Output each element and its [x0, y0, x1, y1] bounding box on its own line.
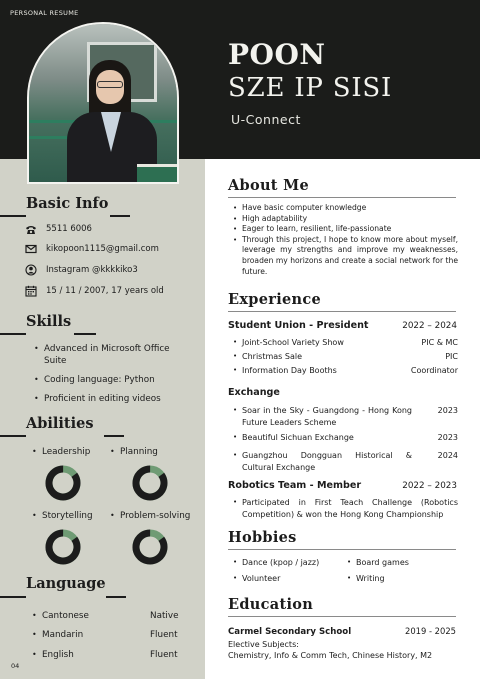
- education-school: Carmel Secondary School: [228, 627, 352, 637]
- instagram-icon: [25, 264, 37, 276]
- experience-item: [232, 450, 458, 473]
- about-item: • High adaptability: [232, 214, 458, 225]
- language-level: Fluent: [150, 630, 178, 640]
- about-item: • Eager to learn, resilient, life-passionate: [232, 224, 458, 235]
- hobby-item: • Volunteer: [232, 574, 280, 583]
- mail-icon: [25, 243, 37, 255]
- abilities-title: Abilities: [26, 415, 94, 432]
- role-title: Exchange: [228, 387, 280, 398]
- item-text: • Soar in the Sky - Guangdong - Hong Kong Future Leaders Scheme: [242, 406, 412, 427]
- info-email: [25, 242, 159, 256]
- info-birthday: [25, 284, 164, 298]
- resume-tag: PERSONAL RESUME: [10, 9, 79, 17]
- language-level: Native: [150, 611, 179, 621]
- experience-title: Experience: [228, 291, 322, 308]
- item-text: • Information Day Booths: [242, 366, 337, 375]
- phone-text: 5511 6006: [46, 224, 92, 234]
- basic-info-rule: [0, 215, 26, 217]
- role-title: Robotics Team - Member: [228, 480, 362, 491]
- education-subjects-label: Elective Subjects:: [228, 640, 299, 649]
- language-name: • Mandarin: [32, 630, 83, 640]
- item-text: • Beautiful Sichuan Exchange: [242, 433, 354, 442]
- experience-item: [232, 497, 458, 520]
- language-name: • English: [32, 650, 74, 660]
- instagram-text: Instagram @kkkkiko3: [46, 265, 138, 275]
- language-level: Fluent: [150, 650, 178, 660]
- planning-donut: [132, 465, 168, 501]
- ability-storytelling: • Storytelling: [32, 511, 93, 521]
- item-value: PIC: [445, 352, 458, 361]
- language-rule-right: [106, 596, 126, 598]
- about-rule: [228, 197, 456, 198]
- item-value: Coordinator: [410, 366, 458, 375]
- profile-photo: [27, 22, 179, 184]
- page-number: 04: [11, 662, 20, 670]
- hobby-item: • Dance (kpop / jazz): [232, 558, 319, 567]
- item-text: • Christmas Sale: [242, 352, 303, 361]
- experience-item: [232, 337, 458, 349]
- item-text: • Participated in First Teach Challenge (Robotics Competition) & won the Hong Kong Championship: [242, 498, 458, 519]
- info-phone: [25, 222, 92, 236]
- item-value: 2023: [437, 406, 458, 415]
- skill-item: • Coding language: Python: [32, 374, 182, 386]
- ability-problem-solving: • Problem-solving: [110, 511, 190, 521]
- leadership-donut: [45, 465, 81, 501]
- role-date: 2022 – 2023: [402, 481, 457, 491]
- skill-item: • Proficient in editing videos: [32, 393, 182, 405]
- language-name: • Cantonese: [32, 611, 89, 621]
- info-instagram: [25, 263, 138, 277]
- education-title: Education: [228, 596, 314, 613]
- language-rule: [0, 596, 26, 598]
- item-text: • Joint-School Variety Show: [242, 338, 344, 347]
- education-rule: [228, 616, 456, 617]
- name-line-1: POON: [228, 38, 326, 71]
- calendar-icon: [25, 285, 37, 297]
- abilities-rule-right: [104, 435, 124, 437]
- about-title: About Me: [228, 177, 310, 194]
- skills-rule: [0, 333, 26, 335]
- item-value: 2023: [437, 433, 458, 442]
- donut-fill: [132, 529, 168, 565]
- skills-title: Skills: [26, 313, 72, 330]
- language-title: Language: [26, 575, 106, 592]
- ability-planning: • Planning: [110, 447, 158, 457]
- basic-info-rule-right: [110, 215, 130, 217]
- education-subjects: Chemistry, Info & Comm Tech, Chinese History, M2: [228, 651, 433, 660]
- hobby-item: • Board games: [346, 558, 409, 567]
- name-line-2: SZE IP SISI: [228, 73, 393, 103]
- role-title: Student Union - President: [228, 320, 369, 331]
- skill-item: • Advanced in Microsoft Office Suite: [32, 343, 182, 367]
- phone-icon: [25, 223, 37, 235]
- item-value: 2024: [437, 451, 458, 460]
- hobbies-rule: [228, 549, 456, 550]
- email-text: kikopoon1115@gmail.com: [46, 244, 159, 254]
- role-date: 2022 – 2024: [402, 321, 457, 331]
- storytelling-donut: [45, 529, 81, 565]
- birthday-text: 15 / 11 / 2007, 17 years old: [46, 286, 164, 296]
- abilities-rule: [0, 435, 26, 437]
- basic-info-title: Basic Info: [26, 195, 109, 212]
- ability-leadership: • Leadership: [32, 447, 90, 457]
- education-date: 2019 - 2025: [405, 626, 456, 636]
- donut-fill: [132, 465, 168, 501]
- skills-list: [32, 343, 182, 405]
- skills-rule-right: [74, 333, 96, 335]
- problem-solving-donut: [132, 529, 168, 565]
- about-list: [232, 203, 458, 277]
- item-text: • Guangzhou Dongguan Historical & Cultural Exchange: [242, 451, 412, 472]
- experience-item: [232, 351, 458, 363]
- donut-fill: [45, 529, 81, 565]
- about-item: • Through this project, I hope to know more about myself, leverage my strengths and improve my weaknesses, broaden my horizons and create a social network for the future.: [232, 235, 458, 277]
- experience-rule: [228, 311, 456, 312]
- hobby-item: • Writing: [346, 574, 385, 583]
- hobbies-title: Hobbies: [228, 529, 297, 546]
- subtitle: U-Connect: [231, 112, 301, 127]
- about-item: • Have basic computer knowledge: [232, 203, 458, 214]
- donut-fill: [45, 465, 81, 501]
- experience-item: [232, 365, 458, 377]
- item-value: PIC & MC: [421, 338, 458, 347]
- experience-item: [232, 405, 458, 428]
- experience-item: [232, 432, 458, 444]
